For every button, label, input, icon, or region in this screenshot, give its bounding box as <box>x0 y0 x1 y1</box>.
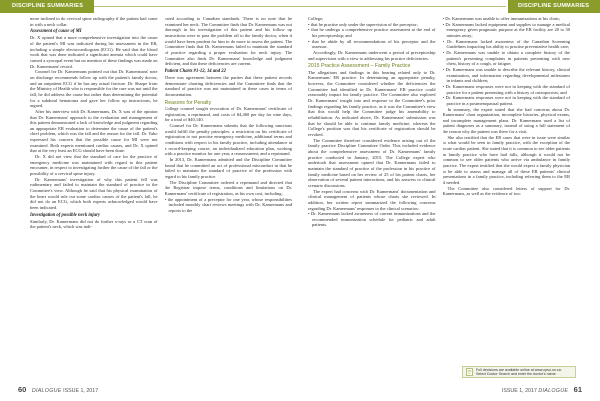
bullet-item: • that he undergo a comprehensive practice assessment at the end of his preceptorship; and <box>308 27 436 38</box>
bullet-item: • Dr. Kamermans responses were not in keeping with the standard of practice in a postmenopausal patient. <box>442 95 570 106</box>
section-tab-right: DISCIPLINE SUMMARIES <box>508 0 600 13</box>
paragraph: cated according to Canadian standards. There is no note that he examined her neck. The Committee finds that Dr. Kamermans was not thorough in his investigation of this patient and his follow up instructions were to pass the problem off to the family doctor, when it would have been prudent for him to do more to assess the patient. The Committee finds that Dr. Kamermans failed to maintain the standard of practice regarding a proper evaluation for neck injury. The Committee also finds Dr. Kamermans' knowledge and judgment deficient, and that these deficiencies are current. <box>164 16 292 67</box>
issue-left: ISSUE 1, 2017 <box>63 388 99 394</box>
online-decisions-text: Full decisions are available online at www.cpso.on.ca. Select Doctor Search and enter the doctor's name. <box>476 367 562 376</box>
page-number-right: 61 <box>573 385 582 394</box>
bullet-item: • Dr. Kamermans responses were not in keeping with the standard of practice for a patient presenting with a history of osteoporosis; and <box>442 83 570 95</box>
paragraph: In summary, the expert stated that she had concerns about Dr. Kamermans' chart organization, incomplete histories, physical exams, and incomplete management plans. Dr. Kamermans used a list of patient diagnoses as a summary, instead of using a full statement of the reason why the patient was there for a visit. <box>442 106 570 135</box>
magazine-name-right: DIALOGUE <box>538 388 569 394</box>
left-columns <box>30 16 292 381</box>
bullet-item: • that he abide by all recommendations of his preceptor and the assessor. <box>308 38 436 50</box>
bullet-item: • Dr. Kamermans was unable to describe the relevant history, clinical examination, and information regarding developmental milestones in infants and children; <box>442 66 570 84</box>
right-column-2 <box>443 16 571 381</box>
paragraph: Similarly, Dr. Kamermans did not do further x-rays or a CT scan of the patient's neck, which was indi- <box>30 218 158 230</box>
paragraph: College counsel sought revocation of Dr. Kamermans' certificate of registration, a reprimand, and costs of $4,460 per day for nine days, for a total of $40,140. <box>164 106 292 123</box>
paragraph: Counsel for Dr. Kamermans pointed out that Dr. Kamermans' note on discharge recommends follow up with the patient's family doctor, and an outpatient ECG if he has any actual fracture. Dr. Sharpe from the Ministry of Health who is responsible for the care was not until the fall, he did address the cause but rather than determining the potential for a subdural hematoma and gave her follow up instructions, he argued. <box>30 69 158 109</box>
left-column-1 <box>30 16 158 381</box>
paragraph: In 2013, Dr. Kamermans admitted and the Discipline Committee found that he committed an act of professional misconduct in that he failed to maintain the standard of practice of the profession with regard to his family practice. <box>164 156 292 179</box>
bullet-item: • Dr. Kamermans was unable to offer immunizations at his clinic; <box>442 16 561 21</box>
right-column-1 <box>308 16 436 381</box>
right-columns <box>308 16 570 381</box>
header-rule-left <box>94 6 300 7</box>
paragraph: more inclined to do cervical spine radiography if the patient had come in with a neck collar. <box>30 16 158 27</box>
paragraph: The Committee also considered letters of support for Dr. Kamermans, as well as the evidence of two <box>442 185 570 197</box>
section-heading: Reasons for Penalty <box>164 99 212 106</box>
bullet-item: • Dr. Kamermans lacked awareness of the Canadian Screening Guidelines impacting his ability to practise preventative health care; <box>442 38 570 50</box>
footer-right <box>502 385 586 394</box>
issue-right: ISSUE 1, 2017 <box>501 388 537 394</box>
paragraph: She also testified that the ER cases that were in issue were similar to what would be seen in family practice, with the exception of the acute cardiac patient. She stated that it is common to see older patients in family practice who have had falls, although it would not be common to see older patients who arrive via ambulance in family practice. The expert testified that she would expect a family physician to be able to assess and manage all of these ER patients' clinical presentations in a family practice, including referring them to the ER if needed. <box>442 134 570 186</box>
document-icon <box>466 368 473 376</box>
paragraph: After his interview with Dr. Kamermans, Dr. X was of the opinion that Dr. Kamermans' approach to the evaluation and management of this patient demonstrated a lack of knowledge and judgment regarding an appropriate ER evaluation to determine the cause of the patient's chief problem, which was the fall and the reason for the fall. Dr. Yaho expressed his concern that the possible cause for MI were not examined. Both experts mentioned cardiac causes, and Dr. X opined that at the very least an ECG should have been done. <box>30 108 158 154</box>
header-rule-right <box>300 6 506 7</box>
footer-left <box>14 385 98 394</box>
online-decisions-note <box>462 366 576 378</box>
bullet-item: • Dr. Kamermans was unable to obtain a complete history of the patient's presenting complaints in patients presenting with new chest, history of a cough, or fatigue; <box>442 49 570 67</box>
paragraph: The Committee therefore considered evidence arising out of the family practice Discipline Committee Order. This included evidence about the comprehensive assessment of Dr. Kamermans' family practice conducted in January, 2015. The College expert who undertook that assessment opined that Dr. Kamermans failed to maintain the standard of practice of the profession in his practice of family medicine based on her review of 25 of his patient charts, her observation of several patient interactions, and his answers to clinical scenario discussions. <box>308 137 436 188</box>
section-heading: Investigation of possible neck injury <box>30 212 101 218</box>
bullet-item: • Dr. Kamermans lacked equipment and supplies to manage a medical emergency given pragmatic purpose at the ER facility are 20 to 30 minutes away; <box>442 21 570 38</box>
right-page <box>300 0 600 401</box>
paragraph: Accordingly, Dr. Kamermans underwent a period of preceptorship and supervision with a view to addressing his practice deficiencies. <box>308 49 436 61</box>
paragraph: The allegations and findings in this hearing related only to Dr. Kamermans' ER practice. In determining an appropriate penalty, however, the Committee considered whether the deficiencies the Committee had identified in Dr. Kamermans' ER practice could reasonably impact his family practice. The Committee also explored Dr. Kamermans' insight into and response to the Committee's prior findings regarding his family practice, as it was the Committee's view that this would help the Committee judge his amenability to rehabilitation. As indicated above, Dr. Kamermans' submission was that he should be able to continue family medicine, whereas the College's position was that his certificate of registration should be revoked. <box>308 69 436 137</box>
paragraph: The expert had concerns with Dr. Kamermans' documentation and clinical management of patients whose charts she reviewed. In addition, her written report summarized the following concerns regarding Dr. Kamermans' responses to the clinical scenarios: <box>308 188 436 211</box>
bullet-item: • Dr. Kamermans lacked awareness of current immunizations and the recommended immunization schedule for pediatric and adult patients. <box>308 211 436 228</box>
paragraph: Dr. Kamermans' investigation of why this patient fell was rudimentary and failed to maintain the standard of practice in the Committee's view. Although he said that his physical examination of the heart would rule out some cardiac causes of the patient's fall, he did not do an ECG, which both experts acknowledged would have been indicated. <box>30 176 158 210</box>
paragraph: The Discipline Committee ordered a reprimand and directed that the Registrar impose terms, conditions and limitations on Dr. Kamermans' certificate of registration, as his own cost, including: <box>164 179 292 196</box>
section-heading: 2015 Practice Assessment – Family Practice <box>308 63 411 70</box>
paragraph: Dr. X opined that a more comprehensive investigation into the cause of the patient's MI was indicated during his assessment in the ER, including a simple electrocardiogram (ECG). He said that the blood work that was done indicated a significant anemia which could have caused a syncopal event but no mention of these findings was made on Dr. Kamermans' record. <box>30 35 158 69</box>
section-heading: Patient Charts #1-12, 14 and 22 <box>164 68 226 74</box>
left-column-2 <box>165 16 293 381</box>
bullet-item: • that he practise only under the supervision of the preceptor; <box>308 21 418 27</box>
section-tab-left: DISCIPLINE SUMMARIES <box>0 0 94 13</box>
bullet-item: • the appointment of a preceptor for one year, whose responsibilities included monthly chart reviews meetings with Dr. Kamermans and reports to the <box>164 196 292 213</box>
paragraph: There was agreement between the parties that these patient records demonstrate charting deficiencies and the Committee finds that the standard of practice was not maintained in these cases in terms of documentation. <box>164 74 292 97</box>
paragraph: College; <box>308 16 324 21</box>
paragraph: Dr. X did not view that the standard of care for the practice of emergency medicine was maintained with regard to this patient encounter, in respect to investigating further the cause of the fall or the possibility of a cervical spine injury. <box>30 154 158 177</box>
paragraph: Counsel for Dr. Kamermans submits that the following sanctions would fulfill the penalty principles: a restriction on his certificate of registration to not practise emergency medicine, additional terms and conditions with respect to his family practice, including attendance at a record-keeping course, an individualized education plan, working with a practice monitor for one year, a reassessment; and a reprimand. <box>164 123 292 157</box>
magazine-name-left: DIALOGUE <box>31 388 62 394</box>
section-heading: Assessment of cause of MI <box>30 29 82 35</box>
page-number-left: 60 <box>18 385 27 394</box>
